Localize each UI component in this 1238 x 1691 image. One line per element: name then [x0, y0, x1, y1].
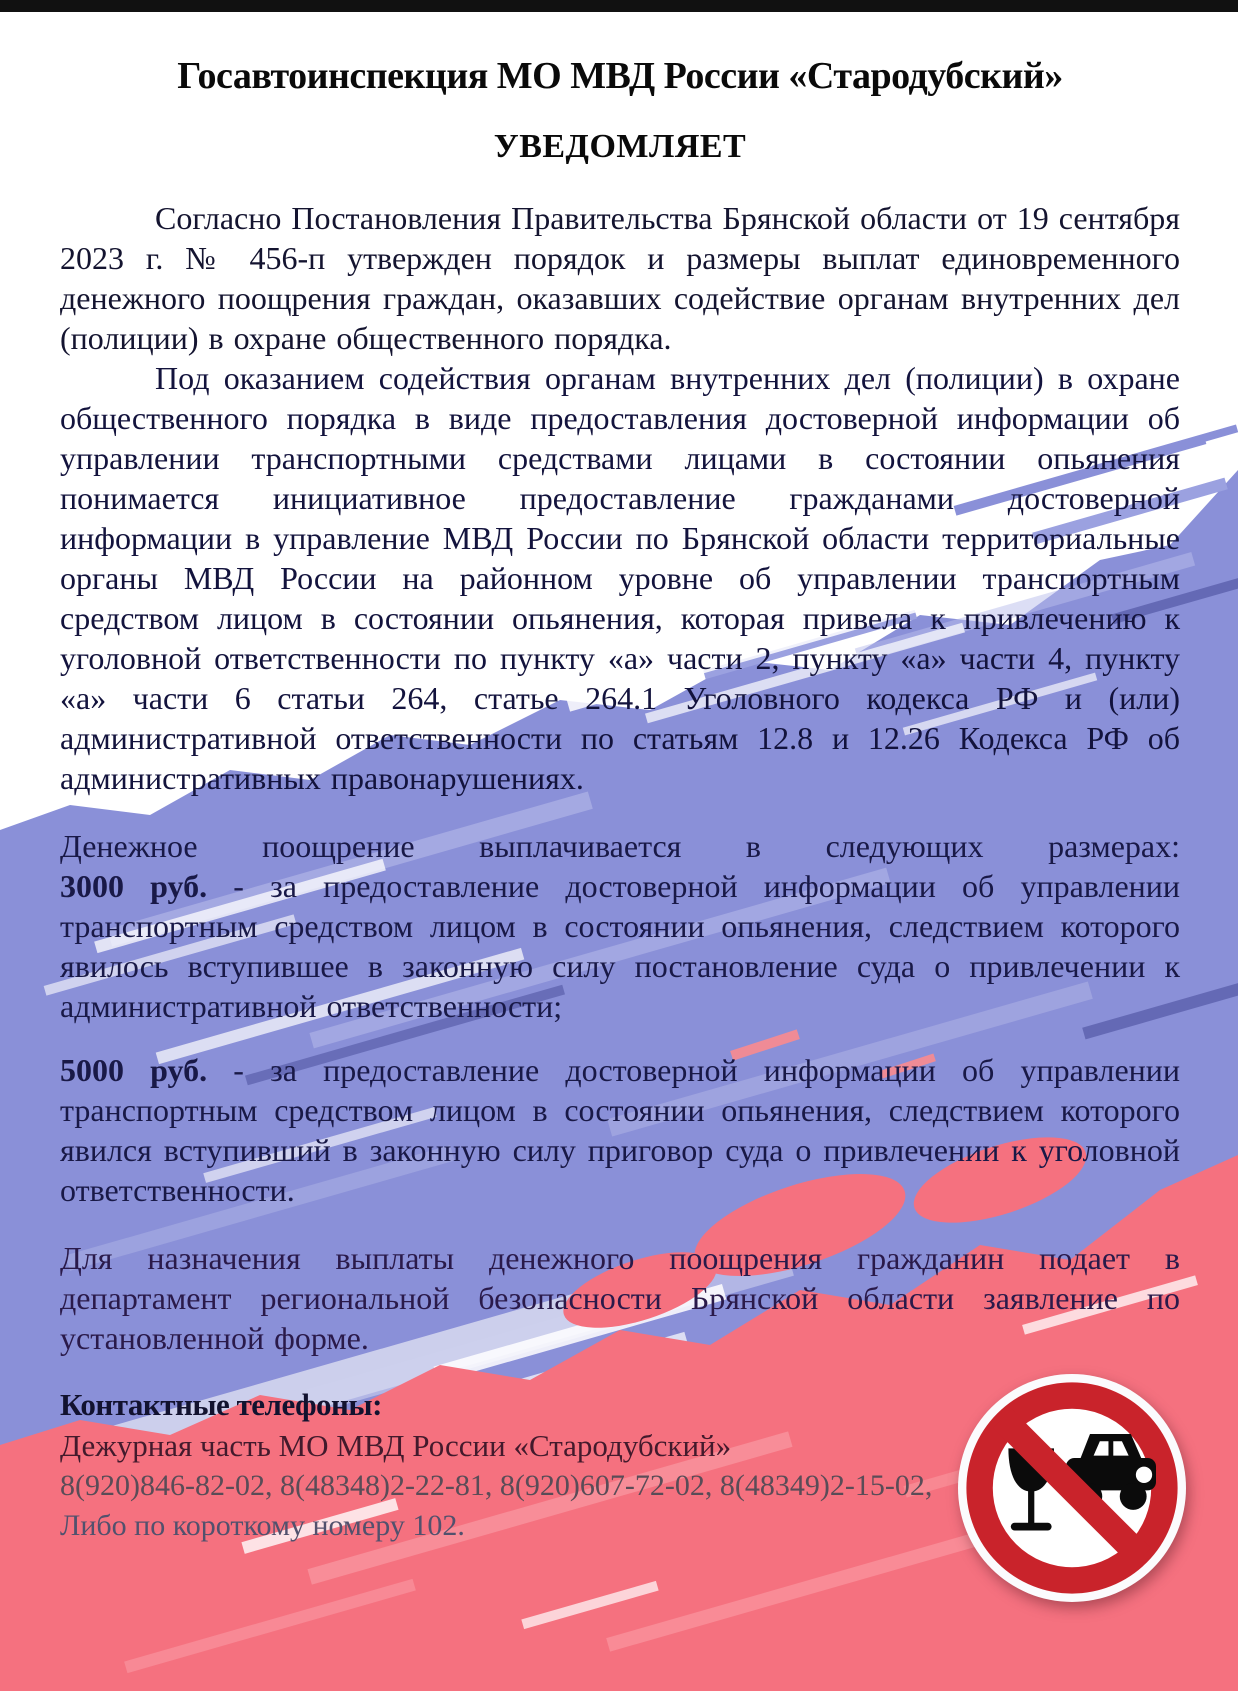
definition-paragraph: Под оказанием содействия органам внутренних дел (полиции) в охране общественного порядка в виде предоставления достоверной информации об управлении транспортными средствами лицами в состоянии опьянения понимается инициативное предоставление гражданами достоверной информации в управление МВД России по Брянской области территориальные органы МВД России на районном уровне об управлении транспортным средством лицом в состоянии опьянения, которая привела к привлечению к уголовной ответственности по пункту «а» части 2, пункту «а» части 4, пункту «а» части 6 статьи 264, статье 264.1 Уголовного кодекса РФ и (или) административной ответственности по статьям 12.8 и 12.26 Кодекса РФ об административных правонарушениях.	[60, 360, 1180, 796]
rewards-intro-line: Денежное поощрение выплачивается в следующих размерах:	[60, 828, 1180, 864]
apply-paragraph: Для назначения выплаты денежного поощрения гражданин подает в департамент региональной безопасности Брянской области заявление по установленной форме.	[60, 1240, 1180, 1356]
top-black-bar	[0, 0, 1238, 12]
phone-numbers-line: 8(920)846-82-02, 8(48348)2-22-81, 8(920)607-72-02, 8(48349)2-15-02,	[60, 1469, 933, 1502]
reward-5000-amount: 5000 руб.	[60, 1052, 208, 1088]
notice-content	[60, 12, 1180, 1546]
intro-paragraph: Согласно Постановления Правительства Брянской области от 19 сентября 2023 г. № 456-п утвержден порядок и размеры выплат единовременного денежного поощрения граждан, оказавших содействие органам внутренних дел (полиции) в охране общественного порядка.	[60, 200, 1180, 356]
short-number-line: Либо по короткому номеру 102.	[60, 1509, 465, 1542]
reward-3000-text: - за предоставление достоверной информации об управлении транспортным средством лицом в состоянии опьянения, следствием которого явилось вступившее в законную силу постановление суда о привлечении к административной ответственности;	[60, 868, 1181, 1024]
reward-3000-paragraph	[60, 866, 1180, 1026]
reward-3000-amount: 3000 руб.	[60, 868, 208, 904]
reward-5000-paragraph	[60, 1050, 1180, 1210]
contacts-heading: Контактные телефоны:	[60, 1387, 382, 1422]
page-subtitle: УВЕДОМЛЯЕТ	[493, 128, 747, 165]
duty-unit-line: Дежурная часть МО МВД России «Стародубский»	[60, 1428, 732, 1463]
no-drunk-driving-sign	[952, 1368, 1192, 1608]
page-title: Госавтоинспекция МО МВД России «Стародубский»	[177, 55, 1063, 97]
reward-5000-text: - за предоставление достоверной информации об управлении транспортным средством лицом в состоянии опьянения, следствием которого явился вступивший в законную силу приговор суда о привлечении к уголовной ответственности.	[60, 1052, 1181, 1208]
